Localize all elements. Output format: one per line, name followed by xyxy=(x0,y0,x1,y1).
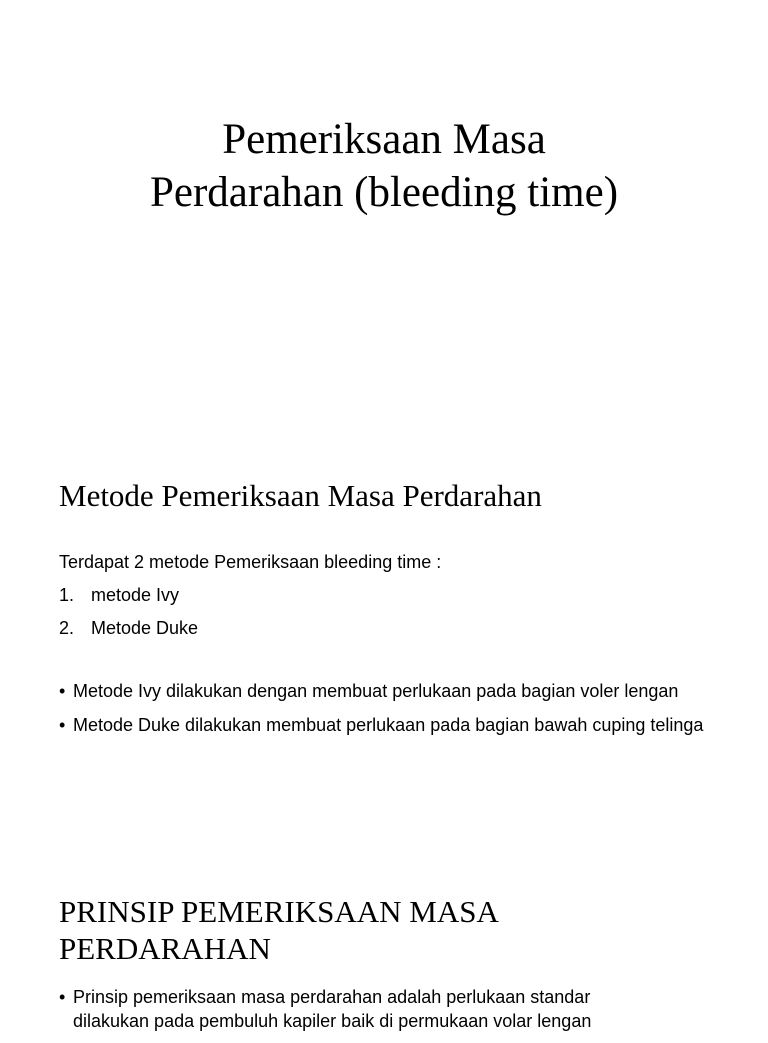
slide-2-heading: Metode Pemeriksaan Masa Perdarahan xyxy=(59,478,542,513)
slide-3-heading-line-2: PERDARAHAN xyxy=(59,931,271,966)
slide-2-bullet-list xyxy=(59,679,719,747)
slide-3-bullet-list xyxy=(59,985,659,1043)
bullet-icon: • xyxy=(59,715,66,735)
bullet-item xyxy=(59,679,719,703)
slide-3-heading xyxy=(59,893,499,967)
slide-2-intro: Terdapat 2 metode Pemeriksaan bleeding time : xyxy=(59,552,442,572)
numbered-item xyxy=(59,616,198,640)
bullet-text: Prinsip pemeriksaan masa perdarahan adalah perlukaan standar dilakukan pada pembuluh kapiler baik di permukaan volar lengan xyxy=(73,987,592,1031)
bullet-icon: • xyxy=(59,681,66,701)
bullet-item xyxy=(59,985,659,1033)
slide-3-heading-line-1: PRINSIP PEMERIKSAAN MASA xyxy=(59,894,499,929)
bullet-item xyxy=(59,713,719,737)
numbered-item-text: metode Ivy xyxy=(91,585,180,605)
numbered-item-text: Metode Duke xyxy=(91,618,199,638)
numbered-item xyxy=(59,583,179,607)
slide-1-title-line-2: Perdarahan (bleeding time) xyxy=(149,169,619,216)
numbered-item-number: 1. xyxy=(59,585,75,605)
slide-1-title-line-1: Pemeriksaan Masa xyxy=(222,116,546,163)
bullet-icon: • xyxy=(59,987,66,1007)
bullet-text: Metode Duke dilakukan membuat perlukaan pada bagian bawah cuping telinga xyxy=(73,715,704,735)
numbered-item-number: 2. xyxy=(59,618,75,638)
bullet-text: Metode Ivy dilakukan dengan membuat perlukaan pada bagian voler lengan xyxy=(73,681,679,701)
slide-1-title xyxy=(0,113,768,219)
